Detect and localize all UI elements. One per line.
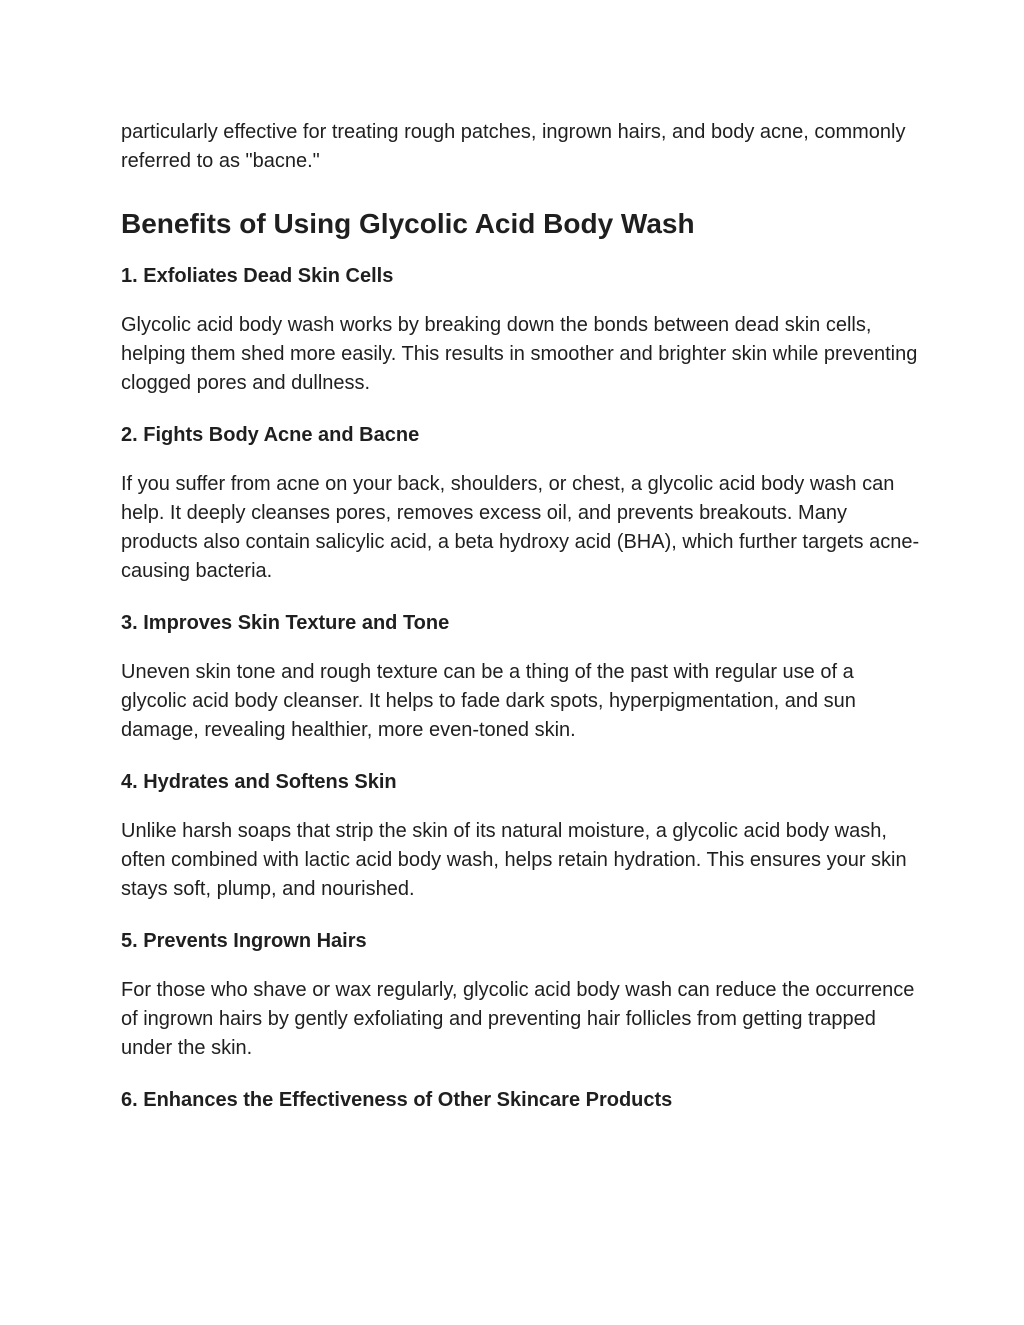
benefit-heading: 2. Fights Body Acne and Bacne bbox=[121, 424, 420, 446]
benefit-heading: 4. Hydrates and Softens Skin bbox=[121, 771, 397, 793]
intro-paragraph: particularly effective for treating rough patches, ingrown hairs, and body acne, commonly referred to as "bacne." bbox=[121, 121, 906, 172]
benefit-paragraph: Unlike harsh soaps that strip the skin of its natural moisture, a glycolic acid body wash, often combined with lactic acid body wash, helps retain hydration. This ensures your skin stays soft, plump, and nourished. bbox=[121, 820, 907, 900]
benefit-paragraph: Glycolic acid body wash works by breaking down the bonds between dead skin cells, helping them shed more easily. This results in smoother and brighter skin while preventing clogged pores and dullness. bbox=[121, 314, 918, 394]
benefit-heading: 1. Exfoliates Dead Skin Cells bbox=[121, 265, 394, 287]
benefit-paragraph: Uneven skin tone and rough texture can be a thing of the past with regular use of a glycolic acid body cleanser. It helps to fade dark spots, hyperpigmentation, and sun damage, revealing healthier, more even-toned skin. bbox=[121, 661, 856, 741]
section-title: Benefits of Using Glycolic Acid Body Wash bbox=[121, 208, 695, 239]
benefit-paragraph: If you suffer from acne on your back, shoulders, or chest, a glycolic acid body wash can help. It deeply cleanses pores, removes excess oil, and prevents breakouts. Many products also contain salicylic acid, a beta hydroxy acid (BHA), which further targets acne-causing bacteria. bbox=[121, 473, 920, 582]
benefit-heading: 3. Improves Skin Texture and Tone bbox=[121, 612, 450, 634]
benefit-paragraph: For those who shave or wax regularly, glycolic acid body wash can reduce the occurrence of ingrown hairs by gently exfoliating and preventing hair follicles from getting trapped under the skin. bbox=[121, 979, 915, 1059]
benefit-heading: 5. Prevents Ingrown Hairs bbox=[121, 930, 367, 952]
benefit-heading: 6. Enhances the Effectiveness of Other Skincare Products bbox=[121, 1089, 673, 1111]
document-page bbox=[121, 118, 921, 1115]
